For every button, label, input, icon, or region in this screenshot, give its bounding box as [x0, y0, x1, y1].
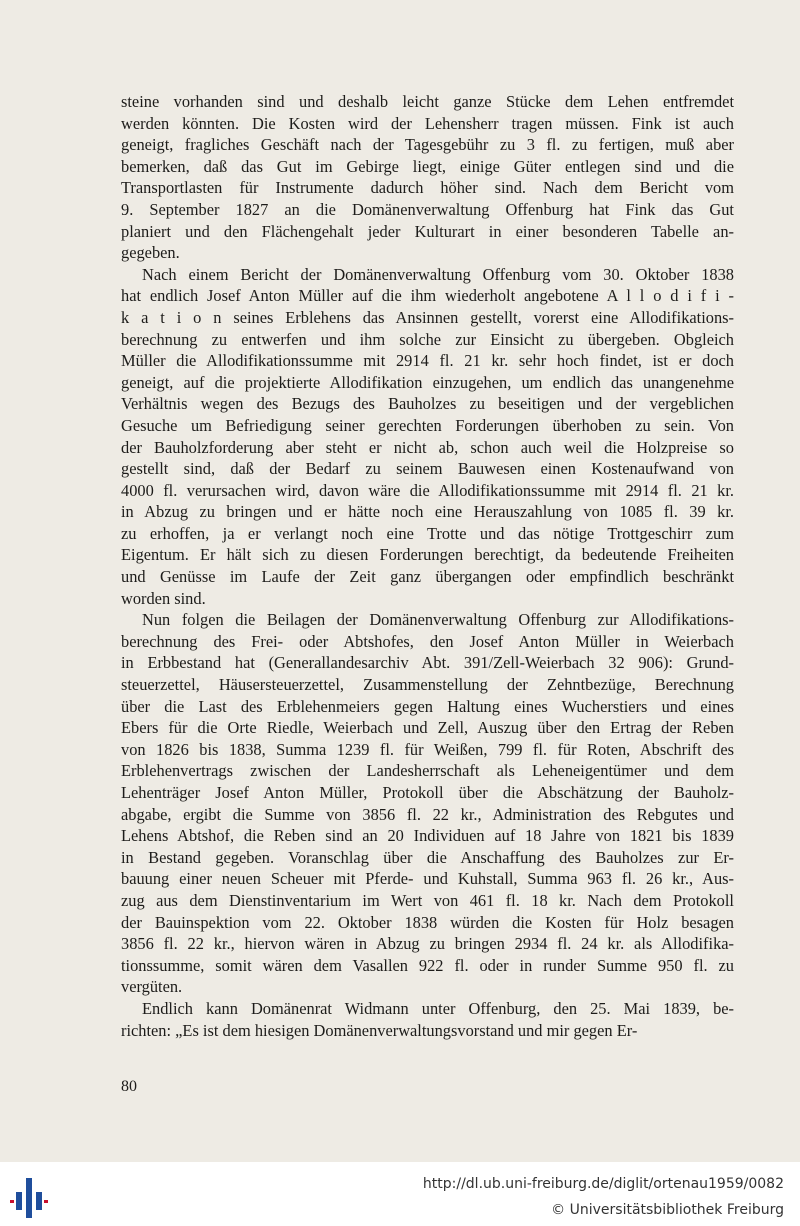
- text-line: berechnung zu entwerfen und ihm solche zur Einsicht zu übergeben. Obgleich: [121, 329, 734, 349]
- text-line: 9. September 1827 an die Domänenverwaltung Offenburg hat Fink das Gut: [121, 199, 734, 219]
- text-line: in Erbbestand hat (Generallandesarchiv Abt. 391/Zell-Weierbach 32 906): Grund-: [121, 653, 734, 673]
- text-line: 3856 fl. 22 kr., hiervon wären in Abzug zu bringen 2934 fl. 24 kr. als Allodifika-: [121, 934, 734, 954]
- text-line: in Abzug zu bringen und er hätte noch eine Herauszahlung von 1085 fl. 39 kr.: [121, 502, 734, 522]
- text-line: von 1826 bis 1838, Summa 1239 fl. für Weißen, 799 fl. für Roten, Abschrift des: [121, 739, 734, 759]
- text-line: Transportlasten für Instrumente dadurch höher sind. Nach dem Bericht vom: [121, 178, 734, 198]
- page-number: 80: [121, 1078, 137, 1095]
- text-line: vergüten.: [121, 977, 183, 997]
- text-line: Ebers für die Orte Riedle, Weierbach und Zell, Auszug über den Ertrag der Reben: [121, 718, 734, 738]
- text-line: steine vorhanden sind und deshalb leicht ganze Stücke dem Lehen entfremdet: [121, 92, 734, 111]
- text-line: der Bauholzforderung aber steht er nicht ab, schon auch weil die Holzpreise so: [121, 437, 734, 457]
- library-logo-icon: [10, 1176, 50, 1220]
- text-line: zu erhoffen, ja er verlangt noch eine Trotte und das nötige Trottgeschirr zum: [121, 523, 734, 543]
- text-line: worden sind.: [121, 588, 206, 608]
- text-line: hat endlich Josef Anton Müller auf die ihm wiederholt angebotene A l l o d i f i -: [121, 286, 734, 306]
- text-line: Müller die Allodifikationssumme mit 2914 fl. 21 kr. sehr hoch findet, ist er doch: [121, 351, 734, 371]
- text-line: richten: „Es ist dem hiesigen Domänenverwaltungsvorstand und mir gegen Er-: [121, 1020, 638, 1040]
- text-line: k a t i o n seines Erblehens das Ansinnen gestellt, vorerst eine Allodifikations-: [121, 307, 734, 327]
- text-line: geneigt, auf die projektierte Allodifikation einzugehen, um endlich das unangenehme: [121, 372, 734, 392]
- text-line: über die Last des Erblehenmeiers gegen Haltung eines Wucherstiers und eines: [121, 696, 734, 716]
- text-line: der Bauinspektion vom 22. Oktober 1838 würden die Kosten für Holz besagen: [121, 912, 734, 932]
- text-line: steuerzettel, Häusersteuerzettel, Zusammenstellung der Zehntbezüge, Berechnung: [121, 675, 734, 695]
- text-line: Nun folgen die Beilagen der Domänenverwaltung Offenburg zur Allodifikations-: [142, 610, 734, 630]
- text-line: gestellt sind, daß der Bedarf zu seinem Bauwesen einen Kostenaufwand von: [121, 459, 734, 479]
- text-line: Eigentum. Er hält sich zu diesen Forderungen berechtigt, da bedeutende Freiheiten: [121, 545, 734, 565]
- text-line: abgabe, ergibt die Summe von 3856 fl. 22 kr., Administration des Rebgutes und: [121, 804, 734, 824]
- text-line: bemerken, daß das Gut im Gebirge liegt, einige Güter entlegen sind und die: [121, 156, 734, 176]
- copyright-notice: © Universitätsbibliothek Freiburg: [551, 1202, 784, 1218]
- paragraph: [121, 609, 734, 998]
- text-line: Lehenträger Josef Anton Müller, Protokoll über die Abschätzung der Bauholz-: [121, 783, 734, 802]
- text-line: gegeben.: [121, 243, 180, 263]
- text-line: geneigt, fragliches Geschäft nach der Tagesgebühr zu 3 fl. zu fertigen, muß aber: [121, 135, 734, 155]
- text-line: Nach einem Bericht der Domänenverwaltung Offenburg vom 30. Oktober 1838: [142, 264, 734, 284]
- text-line: Lehens Abtshof, die Reben sind an 20 Individuen auf 18 Jahre von 1821 bis 1839: [121, 826, 734, 846]
- text-line: und Genüsse im Laufe der Zeit ganz übergangen oder empfindlich beschränkt: [121, 567, 734, 587]
- text-line: in Bestand gegeben. Voranschlag über die Anschaffung des Bauholzes zur Er-: [121, 847, 734, 867]
- paragraph: [121, 998, 734, 1041]
- text-line: berechnung des Frei- oder Abtshofes, den Josef Anton Müller in Weierbach: [121, 631, 734, 651]
- source-link[interactable]: http://dl.ub.uni-freiburg.de/diglit/ortenau1959/0082: [422, 1176, 784, 1192]
- text-line: zug aus dem Dienstinventarium im Wert von 461 fl. 18 kr. Nach dem Protokoll: [121, 890, 734, 910]
- paragraph: [121, 264, 734, 610]
- text-line: tionssumme, somit wären dem Vasallen 922 fl. oder in runder Summe 950 fl. zu: [121, 955, 734, 975]
- text-line: bauung einer neuen Scheuer mit Pferde- und Kuhstall, Summa 963 fl. 26 kr., Aus-: [121, 869, 734, 889]
- text-line: Gesuche um Befriedigung seiner gerechten Forderungen überhoben zu sein. Von: [121, 415, 734, 435]
- body-text: [121, 91, 734, 1041]
- text-line: 4000 fl. verursachen wird, davon wäre die Allodifikationssumme mit 2914 fl. 21 kr.: [121, 480, 734, 500]
- paragraph: [121, 91, 734, 264]
- text-line: Erblehenvertrags zwischen der Landesherrschaft als Leheneigentümer und dem: [121, 761, 734, 781]
- text-line: planiert und den Flächengehalt jeder Kulturart in einer besonderen Tabelle an-: [121, 221, 734, 241]
- text-line: Verhältnis wegen des Bezugs des Bauholzes zu beseitigen und der vergeblichen: [121, 394, 734, 414]
- text-line: Endlich kann Domänenrat Widmann unter Offenburg, den 25. Mai 1839, be-: [142, 998, 734, 1018]
- text-line: werden könnten. Die Kosten wird der Lehensherr tragen müssen. Fink ist auch: [121, 113, 734, 133]
- footer-bar: [0, 1162, 800, 1226]
